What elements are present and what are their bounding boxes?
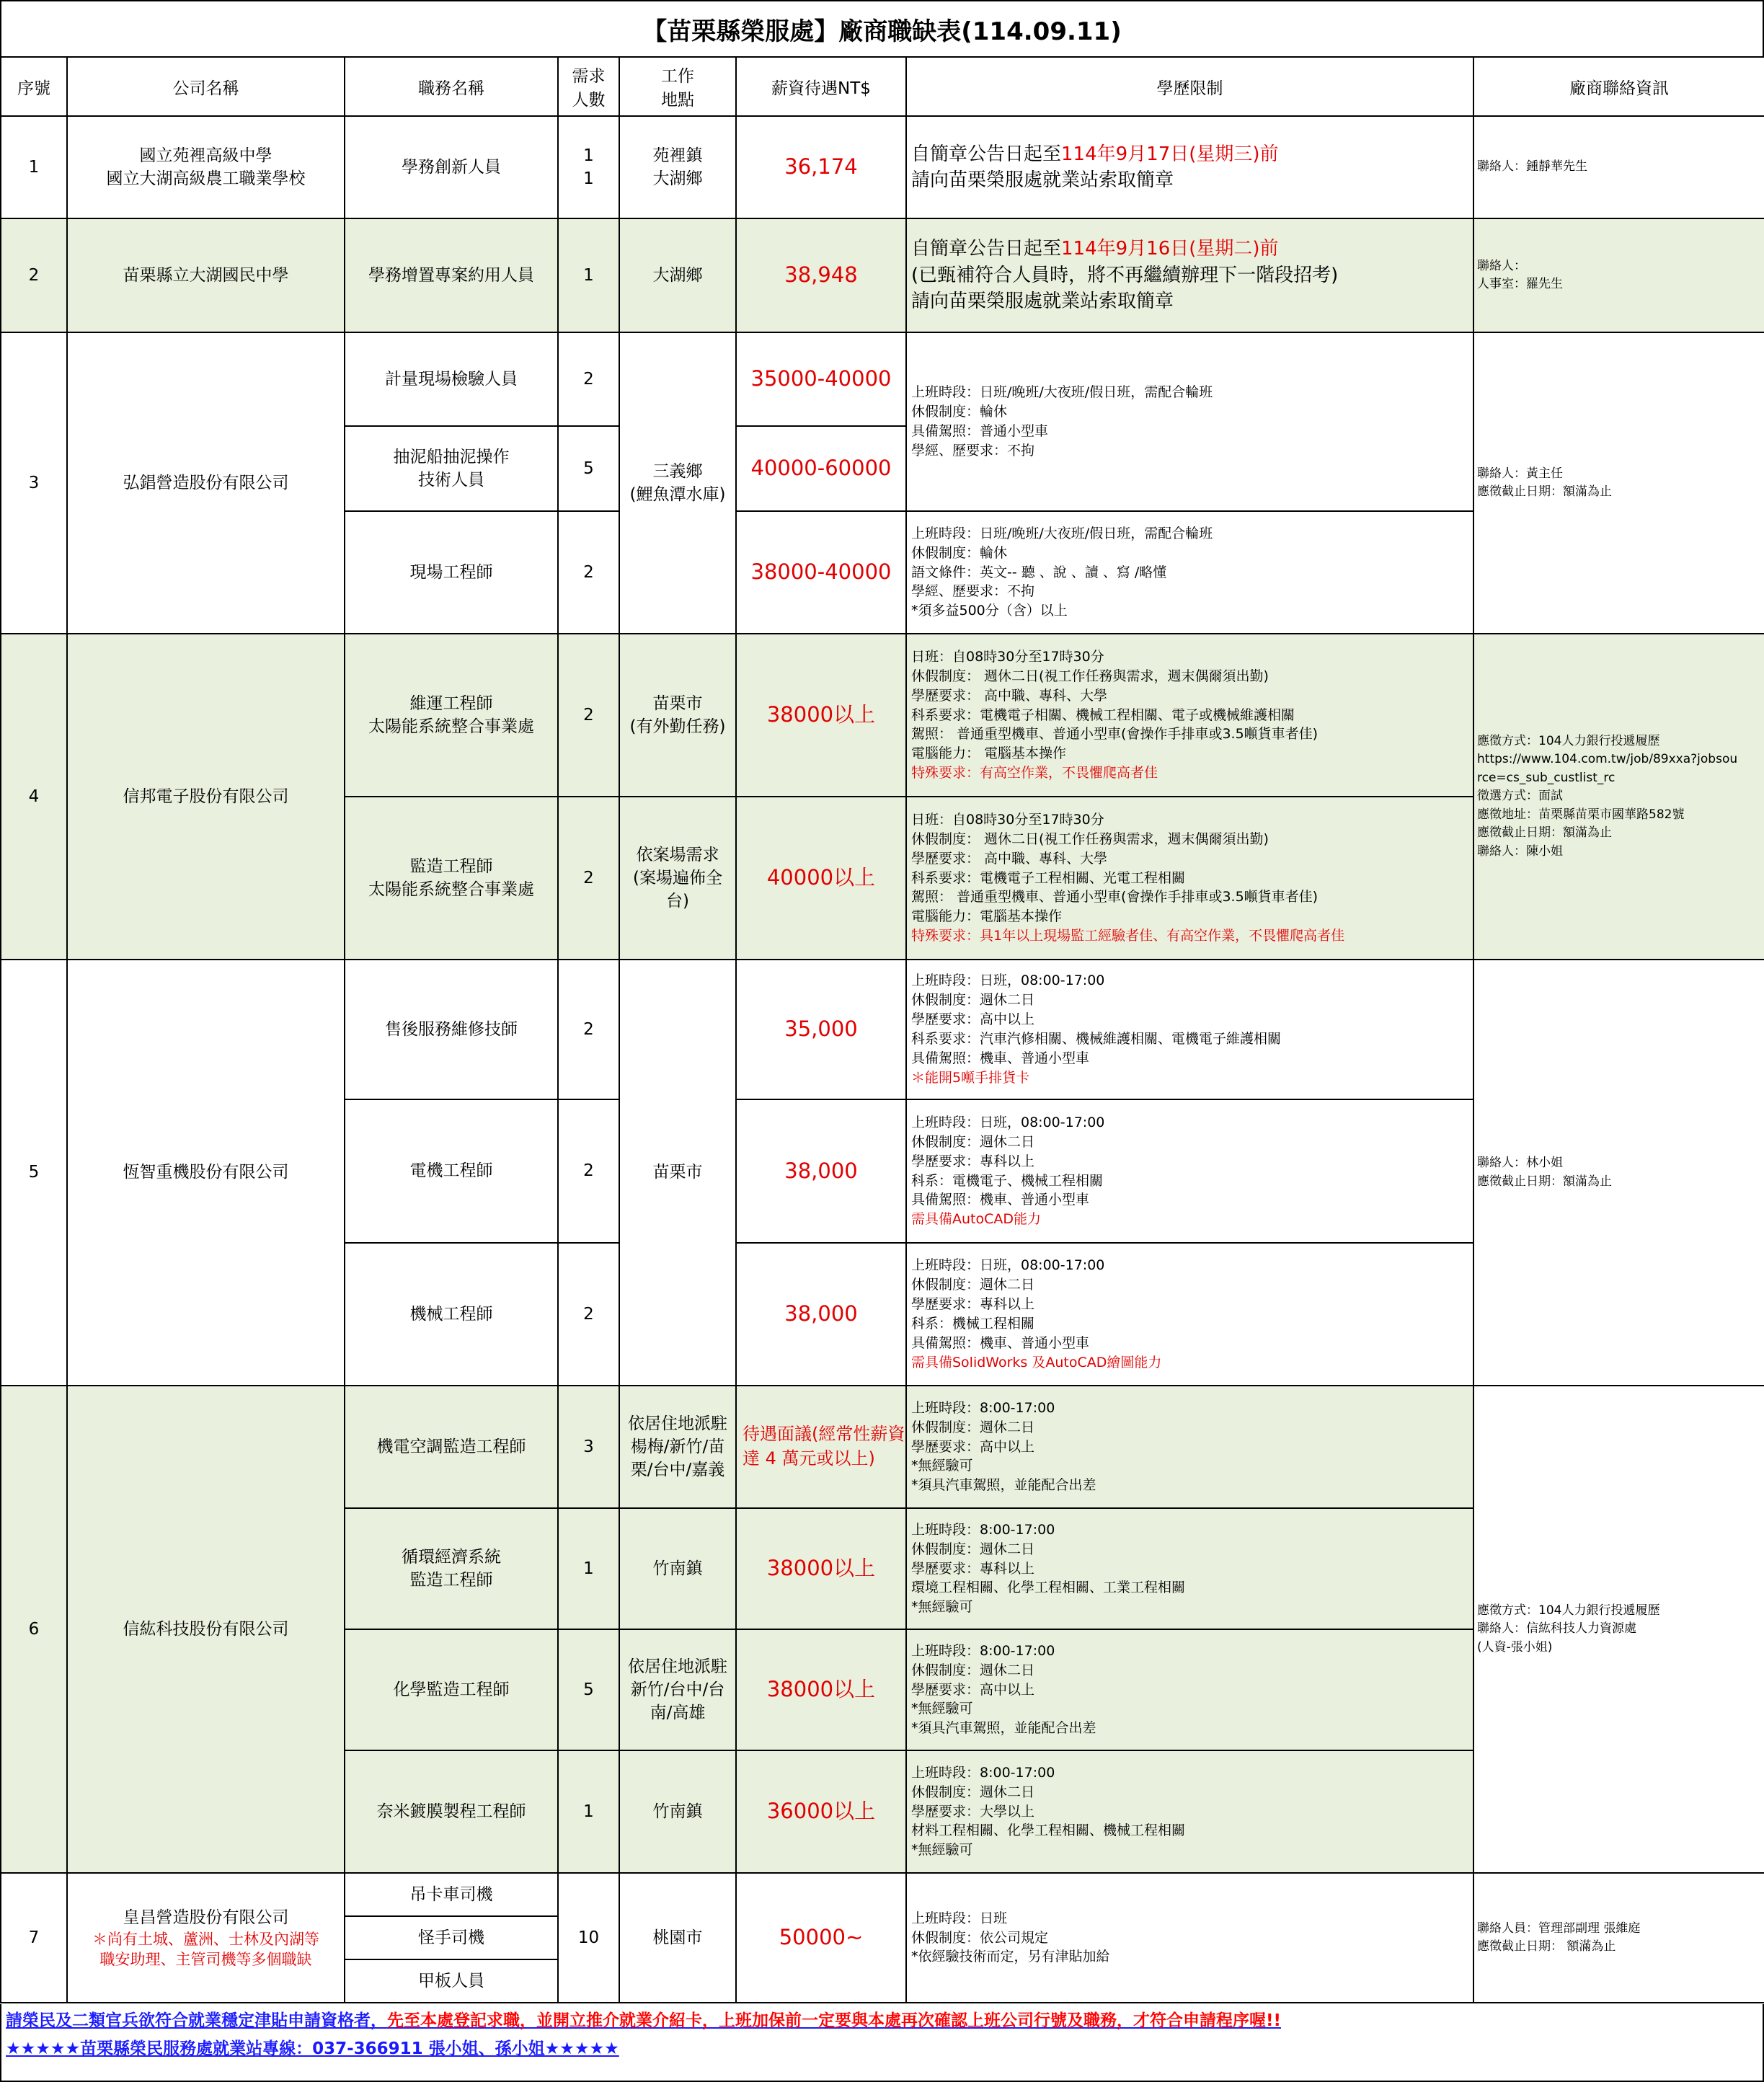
header-location xyxy=(619,57,736,116)
edu-line: 上班時段：日班，08:00-17:00 xyxy=(911,973,1105,989)
need-value: 1 xyxy=(583,146,594,165)
edu-line: 科系：電機電子、機械工程相關 xyxy=(911,1172,1104,1189)
edu-line: 休假制度：週休二日 xyxy=(911,1784,1035,1800)
edu-line: 請向苗栗榮服處就業站索取簡章 xyxy=(911,291,1174,313)
edu-text: 自簡章公告日起至 xyxy=(911,143,1062,165)
edu-line: 具備駕照：機車、普通小型車 xyxy=(911,1334,1090,1351)
contact-line: 聯絡人：陳小姐 xyxy=(1477,843,1563,859)
contact-line: 聯絡人： xyxy=(1477,258,1526,273)
job-cell xyxy=(345,797,558,960)
need-cell: 5 xyxy=(558,426,619,511)
edu-line: 上班時段：日班，08:00-17:00 xyxy=(911,1114,1105,1130)
location-cell: 桃園市 xyxy=(619,1873,736,2003)
job-cell: 甲板人員 xyxy=(345,1959,558,2003)
location-cell xyxy=(619,116,736,218)
edu-line: 休假制度：輪休 xyxy=(911,404,1008,420)
seq-cell: 4 xyxy=(1,634,67,960)
location-cell: 竹南鎮 xyxy=(619,1508,736,1629)
edu-line: 學歷要求：高中以上 xyxy=(911,1011,1035,1028)
job-cell: 機械工程師 xyxy=(345,1243,558,1386)
edu-line: *須多益500分（含）以上 xyxy=(911,603,1068,619)
salary-cell: 38,000 xyxy=(736,1099,906,1243)
need-cell: 1 xyxy=(558,1750,619,1873)
company-name: 國立大湖高級農工職業學校 xyxy=(106,169,306,188)
seq-cell: 3 xyxy=(1,332,67,634)
contact-cell xyxy=(1473,1873,1764,2003)
job-cell: 化學監造工程師 xyxy=(345,1629,558,1750)
table-row xyxy=(1,1386,1764,1508)
contact-line: 應徵截止日期：額滿為止 xyxy=(1477,825,1612,841)
contact-line: 聯絡人員：管理部副理 張維庭 xyxy=(1477,1921,1641,1936)
contact-line: 應徵方式：104人力銀行投遞履歷 xyxy=(1477,1603,1660,1618)
edu-line: 休假制度：週休二日 xyxy=(911,1133,1035,1150)
job-cell xyxy=(345,1508,558,1629)
edu-line: 上班時段：日班 xyxy=(911,1910,1008,1926)
education-cell xyxy=(906,1508,1473,1629)
edu-line: 日班：自08時30分至17時30分 xyxy=(911,648,1104,665)
job-cell: 學務增置專案約用人員 xyxy=(345,218,558,332)
location-value: 楊梅/新竹/苗 xyxy=(630,1437,725,1456)
deadline-text: 114年9月16日(星期二)前 xyxy=(1061,238,1279,260)
location-value: 三義鄉 xyxy=(652,461,703,481)
edu-line: 休假制度： 週休二日(視工作任務與需求，週末偶爾須出勤) xyxy=(911,668,1269,684)
salary-value: 達 4 萬元或以上) xyxy=(743,1448,875,1469)
edu-line: 日班：自08時30分至17時30分 xyxy=(911,811,1104,828)
location-cell xyxy=(619,634,736,797)
company-note: ＊尚有土城、蘆洲、士林及內湖等 xyxy=(92,1930,319,1948)
need-cell: 2 xyxy=(558,332,619,426)
edu-line: 上班時段：8:00-17:00 xyxy=(911,1642,1055,1659)
education-cell xyxy=(906,797,1473,960)
edu-line: 上班時段：8:00-17:00 xyxy=(911,1399,1055,1416)
contact-line: 應徵方式：104人力銀行投遞履歷 xyxy=(1477,733,1660,748)
contact-line: 聯絡人：黃主任 xyxy=(1477,466,1563,481)
education-cell xyxy=(906,1873,1473,2003)
edu-line: 休假制度：輪休 xyxy=(911,544,1008,561)
page-title: 【苗栗縣榮服處】廠商職缺表(114.09.11) xyxy=(0,0,1764,58)
edu-line: 上班時段：日班/晚班/大夜班/假日班，需配合輪班 xyxy=(911,525,1213,541)
special-requirement: 需具備SolidWorks 及AutoCAD繪圖能力 xyxy=(911,1354,1162,1370)
job-cell xyxy=(345,634,558,797)
edu-line: 科系：機械工程相關 xyxy=(911,1316,1035,1332)
seq-cell: 7 xyxy=(1,1873,67,2003)
company-cell: 信紘科技股份有限公司 xyxy=(67,1386,345,1873)
table-row xyxy=(1,634,1764,797)
company-cell xyxy=(67,1873,345,2003)
location-value: 依居住地派駐 xyxy=(628,1414,727,1433)
need-cell xyxy=(558,116,619,218)
edu-line: 請向苗栗榮服處就業站索取簡章 xyxy=(911,169,1174,191)
contact-cell xyxy=(1473,218,1764,332)
deadline-text: 114年9月17日(星期三)前 xyxy=(1061,143,1279,165)
education-cell xyxy=(906,1099,1473,1243)
edu-line: 上班時段：日班，08:00-17:00 xyxy=(911,1257,1105,1274)
company-cell: 信邦電子股份有限公司 xyxy=(67,634,345,960)
edu-line: *無經驗可 xyxy=(911,1842,973,1859)
location-cell: 大湖鄉 xyxy=(619,218,736,332)
salary-cell: 38,948 xyxy=(736,218,906,332)
edu-line: 休假制度：週休二日 xyxy=(911,1419,1035,1435)
salary-cell: 38000-40000 xyxy=(736,511,906,634)
location-cell xyxy=(619,797,736,960)
edu-line: 休假制度：週休二日 xyxy=(911,1541,1035,1557)
edu-line: (已甄補符合人員時，將不再繼續辦理下一階段招考) xyxy=(911,264,1339,286)
education-cell xyxy=(906,511,1473,634)
header-need xyxy=(558,57,619,116)
contact-line: 人事室：羅先生 xyxy=(1477,277,1563,291)
job-title: 循環經濟系統 xyxy=(402,1547,501,1567)
edu-text: 自簡章公告日起至 xyxy=(911,238,1062,260)
education-cell xyxy=(906,116,1473,218)
special-requirement: 需具備AutoCAD能力 xyxy=(911,1211,1042,1228)
location-value: (案場遍佈全 xyxy=(633,868,722,887)
edu-line xyxy=(911,236,1468,262)
edu-line: 環境工程相關、化學工程相關、工業工程相關 xyxy=(911,1580,1186,1596)
location-value: 栗/台中/嘉義 xyxy=(630,1461,725,1480)
need-cell: 2 xyxy=(558,797,619,960)
need-cell: 2 xyxy=(558,1099,619,1243)
footer-text: 請榮民及二類官兵欲符合就業穩定津貼申請資格者， xyxy=(6,2011,387,2030)
job-title: 太陽能系統整合事業處 xyxy=(368,880,534,899)
job-cell: 現場工程師 xyxy=(345,511,558,634)
contact-cell: 聯絡人：鍾靜華先生 xyxy=(1473,116,1764,218)
salary-cell: 36000以上 xyxy=(736,1750,906,1873)
education-cell xyxy=(906,1750,1473,1873)
contact-cell xyxy=(1473,1386,1764,1873)
job-cell: 奈米鍍膜製程工程師 xyxy=(345,1750,558,1873)
salary-cell: 40000以上 xyxy=(736,797,906,960)
location-value: 苗栗市 xyxy=(652,694,703,713)
edu-line: 學歷要求： 高中職、專科、大學 xyxy=(911,850,1108,867)
education-cell xyxy=(906,960,1473,1099)
edu-line: *無經驗可 xyxy=(911,1599,973,1616)
need-cell: 3 xyxy=(558,1386,619,1508)
company-cell: 恆智重機股份有限公司 xyxy=(67,960,345,1386)
seq-cell: 1 xyxy=(1,116,67,218)
contact-line: https://www.104.com.tw/job/89xxa?jobsou xyxy=(1477,752,1738,767)
job-cell: 機電空調監造工程師 xyxy=(345,1386,558,1508)
job-cell: 學務創新人員 xyxy=(345,116,558,218)
edu-line: 駕照： 普通重型機車、普通小型車(會操作手排車或3.5噸貨車者佳) xyxy=(911,889,1318,905)
edu-line: *無經驗可 xyxy=(911,1458,973,1474)
edu-line: *依經驗技術而定，另有津貼加給 xyxy=(911,1949,1110,1965)
job-title: 維運工程師 xyxy=(409,694,493,713)
table-row xyxy=(1,332,1764,426)
salary-value: 待遇面議(經常性薪資 xyxy=(743,1424,905,1445)
location-cell xyxy=(619,1629,736,1750)
edu-line: *須具汽車駕照，並能配合出差 xyxy=(911,1477,1096,1494)
location-value: 依案場需求 xyxy=(636,845,719,864)
edu-line: 學經、歷要求：不拘 xyxy=(911,583,1035,600)
company-cell: 弘錩營造股份有限公司 xyxy=(67,332,345,634)
job-title: 技術人員 xyxy=(418,471,484,490)
special-requirement: ＊能開5噸手排貨卡 xyxy=(911,1069,1030,1086)
contact-cell xyxy=(1473,634,1764,960)
location-value: 南/高雄 xyxy=(650,1704,706,1723)
education-cell xyxy=(906,1243,1473,1386)
job-title: 抽泥船抽泥操作 xyxy=(393,447,510,466)
contact-line: rce=cs_sub_custlist_rc xyxy=(1477,770,1615,785)
location-value: 台) xyxy=(666,892,689,911)
contact-line: 聯絡人：信紘科技人力資源處 xyxy=(1477,1621,1636,1636)
edu-line: 具備駕照：機車、普通小型車 xyxy=(911,1192,1090,1208)
location-cell xyxy=(619,1386,736,1508)
footer-hotline: ★★★★★苗栗縣榮民服務處就業站專線：037-366911 張小姐、孫小姐★★★★★ xyxy=(6,2039,619,2058)
company-name: 國立苑裡高級中學 xyxy=(139,146,272,165)
header-seq: 序號 xyxy=(1,57,67,116)
salary-cell: 38,000 xyxy=(736,1243,906,1386)
job-title: 太陽能系統整合事業處 xyxy=(368,717,534,736)
job-cell: 怪手司機 xyxy=(345,1916,558,1959)
location-value: 大湖鄉 xyxy=(652,169,703,188)
edu-line: 具備駕照：機車、普通小型車 xyxy=(911,1050,1090,1066)
job-cell xyxy=(345,426,558,511)
salary-cell: 40000-60000 xyxy=(736,426,906,511)
edu-line: 上班時段：8:00-17:00 xyxy=(911,1521,1055,1538)
header-salary: 薪資待遇NT$ xyxy=(736,57,906,116)
salary-cell: 36,174 xyxy=(736,116,906,218)
edu-line: 學歷要求：高中以上 xyxy=(911,1438,1035,1455)
header-education: 學歷限制 xyxy=(906,57,1473,116)
seq-cell: 6 xyxy=(1,1386,67,1873)
edu-line: 休假制度： 週休二日(視工作任務與需求，週末偶爾須出勤) xyxy=(911,830,1269,847)
salary-cell: 35000-40000 xyxy=(736,332,906,426)
salary-cell: 38000以上 xyxy=(736,634,906,797)
salary-cell: 38000以上 xyxy=(736,1629,906,1750)
salary-cell: 35,000 xyxy=(736,960,906,1099)
location-cell: 竹南鎮 xyxy=(619,1750,736,1873)
table-row xyxy=(1,116,1764,218)
edu-line: 科系要求：電機電子工程相關、光電工程相關 xyxy=(911,869,1186,886)
location-cell: 苗栗市 xyxy=(619,960,736,1386)
job-title: 監造工程師 xyxy=(409,1571,493,1590)
need-cell: 5 xyxy=(558,1629,619,1750)
location-value: (鯉魚潭水庫) xyxy=(629,485,726,504)
job-cell: 電機工程師 xyxy=(345,1099,558,1243)
job-table xyxy=(0,56,1764,2003)
location-value: 依居住地派駐 xyxy=(628,1657,727,1676)
education-cell xyxy=(906,1386,1473,1508)
header-need-line2: 人數 xyxy=(572,91,606,110)
edu-line: 學歷要求：專科以上 xyxy=(911,1296,1035,1313)
edu-line: 電腦能力： 電腦基本操作 xyxy=(911,745,1067,762)
special-requirement: 特殊要求：有高空作業，不畏懼爬高者佳 xyxy=(911,765,1158,781)
company-cell xyxy=(67,116,345,218)
contact-line: 聯絡人：林小姐 xyxy=(1477,1156,1563,1170)
edu-line: 休假制度：週休二日 xyxy=(911,1277,1035,1293)
need-cell: 2 xyxy=(558,960,619,1099)
need-cell: 1 xyxy=(558,1508,619,1629)
edu-line: 科系要求：汽車汽修相關、機械維護相關、電機電子維護相關 xyxy=(911,1031,1282,1047)
edu-line: 電腦能力：電腦基本操作 xyxy=(911,908,1063,925)
header-loc-line1: 工作 xyxy=(661,67,694,86)
location-cell xyxy=(619,332,736,634)
contact-cell xyxy=(1473,332,1764,634)
edu-line: 科系要求：電機電子相關、機械工程相關、電子或機械維護相關 xyxy=(911,706,1295,723)
footer-warning-text: 先至本處登記求職，並開立推介就業介紹卡，上班加保前一定要與本處再次確認上班公司行號及職務，才符合申請程序喔!! xyxy=(387,2011,1281,2030)
edu-line: *須具汽車駕照，並能配合出差 xyxy=(911,1720,1096,1737)
edu-line xyxy=(911,141,1468,167)
edu-line: 休假制度：依公司規定 xyxy=(911,1929,1049,1946)
edu-line: 休假制度：週休二日 xyxy=(911,1662,1035,1678)
edu-line: 上班時段：日班/晚班/大夜班/假日班，需配合輪班 xyxy=(911,384,1213,401)
company-cell: 苗栗縣立大湖國民中學 xyxy=(67,218,345,332)
footer-notice xyxy=(0,2004,1764,2082)
edu-line: 語文條件：英文-- 聽 、說 、讀 、寫 /略懂 xyxy=(911,564,1167,580)
salary-cell: 38000以上 xyxy=(736,1508,906,1629)
edu-line: 具備駕照：普通小型車 xyxy=(911,423,1049,439)
contact-line: 應徵地址：苗栗縣苗栗市國華路582號 xyxy=(1477,807,1685,822)
edu-line: 學歷要求：高中以上 xyxy=(911,1681,1035,1698)
edu-line: 材料工程相關、化學工程相關、機械工程相關 xyxy=(911,1822,1186,1839)
salary-cell xyxy=(736,1386,906,1508)
contact-line: (人資-張小姐) xyxy=(1477,1639,1553,1654)
table-header-row xyxy=(1,57,1764,116)
header-need-line1: 需求 xyxy=(572,67,606,86)
header-job: 職務名稱 xyxy=(345,57,558,116)
location-value: 新竹/台中/台 xyxy=(630,1680,725,1699)
need-cell: 2 xyxy=(558,1243,619,1386)
table-row xyxy=(1,960,1764,1099)
seq-cell: 5 xyxy=(1,960,67,1386)
edu-line: 駕照： 普通重型機車、普通小型車(會操作手排車或3.5噸貨車者佳) xyxy=(911,726,1318,743)
education-cell xyxy=(906,218,1473,332)
salary-cell: 50000~ xyxy=(736,1873,906,2003)
seq-cell: 2 xyxy=(1,218,67,332)
job-cell: 吊卡車司機 xyxy=(345,1873,558,1916)
education-cell xyxy=(906,332,1473,511)
location-value: 苑裡鎮 xyxy=(652,146,703,165)
need-value: 1 xyxy=(583,169,594,188)
company-note: 職安助理、主管司機等多個職缺 xyxy=(99,1951,312,1969)
company-name: 皇昌營造股份有限公司 xyxy=(123,1908,289,1927)
need-cell: 10 xyxy=(558,1873,619,2003)
location-value: (有外勤任務) xyxy=(629,717,726,736)
contact-line: 徵選方式：面試 xyxy=(1477,789,1563,804)
job-title: 監造工程師 xyxy=(409,856,493,876)
education-cell xyxy=(906,634,1473,797)
edu-line: 上班時段：8:00-17:00 xyxy=(911,1764,1055,1781)
table-row xyxy=(1,218,1764,332)
edu-line: 學歷要求：專科以上 xyxy=(911,1560,1035,1577)
contact-line: 應徵截止日期： 額滿為止 xyxy=(1477,1939,1616,1954)
special-requirement: 特殊要求：具1年以上現場監工經驗者佳、有高空作業，不畏懼爬高者佳 xyxy=(911,928,1345,944)
edu-line: 休假制度：週休二日 xyxy=(911,992,1035,1009)
edu-line: 學歷要求：專科以上 xyxy=(911,1153,1035,1169)
header-contact: 廠商聯絡資訊 xyxy=(1473,57,1764,116)
header-company: 公司名稱 xyxy=(67,57,345,116)
job-cell: 計量現場檢驗人員 xyxy=(345,332,558,426)
edu-line: 學歷要求：大學以上 xyxy=(911,1803,1035,1820)
education-cell xyxy=(906,1629,1473,1750)
contact-line: 應徵截止日期：額滿為止 xyxy=(1477,1174,1612,1189)
edu-line: *無經驗可 xyxy=(911,1701,973,1717)
need-cell: 2 xyxy=(558,511,619,634)
table-row xyxy=(1,1873,1764,1916)
need-cell: 1 xyxy=(558,218,619,332)
edu-line: 學歷要求： 高中職、專科、大學 xyxy=(911,687,1108,704)
edu-line: 學經、歷要求：不拘 xyxy=(911,442,1035,459)
contact-line: 應徵截止日期：額滿為止 xyxy=(1477,484,1612,499)
need-cell: 2 xyxy=(558,634,619,797)
contact-cell xyxy=(1473,960,1764,1386)
job-cell: 售後服務維修技師 xyxy=(345,960,558,1099)
footer-line-1 xyxy=(6,2007,1758,2031)
header-loc-line2: 地點 xyxy=(661,91,694,110)
